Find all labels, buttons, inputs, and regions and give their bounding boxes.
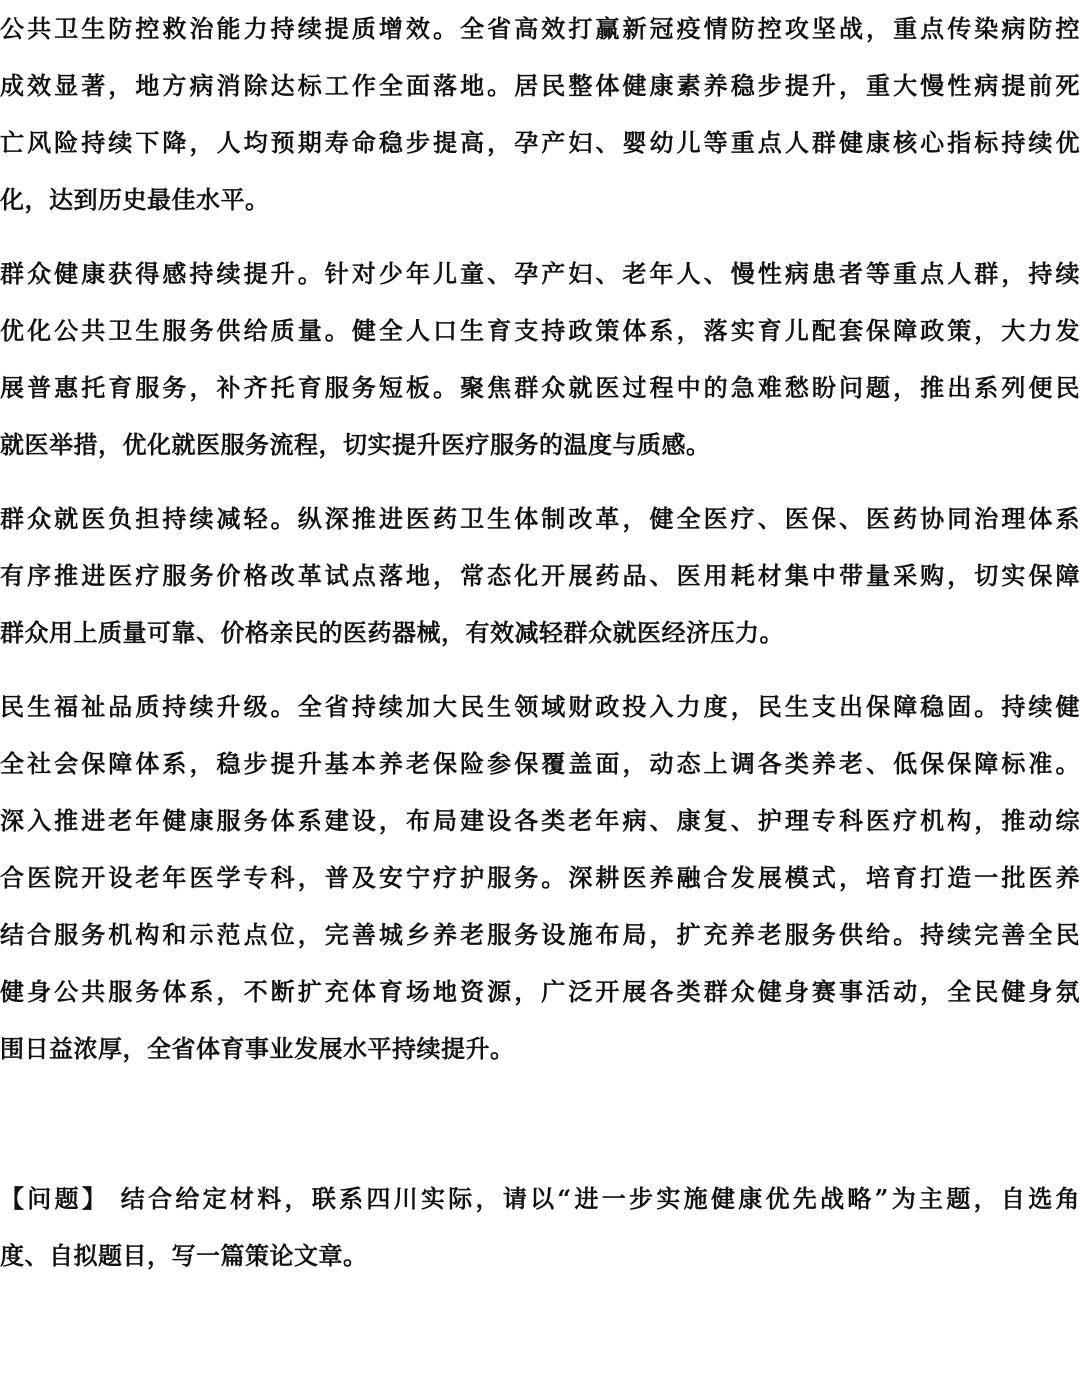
paragraph-line: 合医院开设老年医学专科，普及安宁疗护服务。深耕医养融合发展模式，培育打造一批医养 <box>0 863 1080 892</box>
paragraph-line: 民生福祉品质持续升级。全省持续加大民生领域财政投入力度，民生支出保障稳固。持续健 <box>0 692 1080 721</box>
paragraph-line: 全社会保障体系，稳步提升基本养老保险参保覆盖面，动态上调各类养老、低保保障标准。 <box>0 749 1080 778</box>
paragraph-line: 结合服务机构和示范点位，完善城乡养老服务设施布局，扩充养老服务供给。持续完善全民 <box>0 920 1080 949</box>
paragraph-line: 就医举措，优化就医服务流程，切实提升医疗服务的温度与质感。 <box>0 430 711 459</box>
paragraph-public-health <box>0 0 1080 228</box>
paragraph-line: 有序推进医疗服务价格改革试点落地，常态化开展药品、医用耗材集中带量采购，切实保障 <box>0 561 1080 590</box>
paragraph-line: 优化公共卫生服务供给质量。健全人口生育支持政策体系，落实育儿配套保障政策，大力发 <box>0 316 1080 345</box>
paragraph-line: 成效显著，地方病消除达标工作全面落地。居民整体健康素养稳步提升，重大慢性病提前死 <box>0 71 1080 100</box>
paragraph-line: 化，达到历史最佳水平。 <box>0 185 270 214</box>
paragraph-health-gain <box>0 245 1080 473</box>
paragraph-line: 群众用上质量可靠、价格亲民的医药器械，有效减轻群众就医经济压力。 <box>0 618 784 647</box>
paragraph-line: 深入推进老年健康服务体系建设，布局建设各类老年病、康复、护理专科医疗机构，推动综 <box>0 806 1080 835</box>
paragraph-medical-burden <box>0 490 1080 661</box>
paragraph-line: 群众就医负担持续减轻。纵深推进医药卫生体制改革，健全医疗、医保、医药协同治理体系 <box>0 504 1080 533</box>
paragraph-line: 围日益浓厚，全省体育事业发展水平持续提升。 <box>0 1034 515 1063</box>
paragraph-line: 群众健康获得感持续提升。针对少年儿童、孕产妇、老年人、慢性病患者等重点人群，持续 <box>0 259 1080 288</box>
question-line: 度、自拟题目，写一篇策论文章。 <box>0 1241 368 1270</box>
question-block <box>0 1170 1080 1284</box>
paragraph-line: 展普惠托育服务，补齐托育服务短板。聚焦群众就医过程中的急难愁盼问题，推出系列便民 <box>0 373 1080 402</box>
paragraph-livelihood <box>0 678 1080 1077</box>
paragraph-line: 公共卫生防控救治能力持续提质增效。全省高效打赢新冠疫情防控攻坚战，重点传染病防控 <box>0 14 1080 43</box>
paragraph-line: 亡风险持续下降，人均预期寿命稳步提高，孕产妇、婴幼儿等重点人群健康核心指标持续优 <box>0 128 1080 157</box>
question-line: 【问题】 结合给定材料，联系四川实际，请以“进一步实施健康优先战略”为主题，自选角 <box>0 1184 1080 1213</box>
paragraph-line: 健身公共服务体系，不断扩充体育场地资源，广泛开展各类群众健身赛事活动，全民健身氛 <box>0 977 1080 1006</box>
